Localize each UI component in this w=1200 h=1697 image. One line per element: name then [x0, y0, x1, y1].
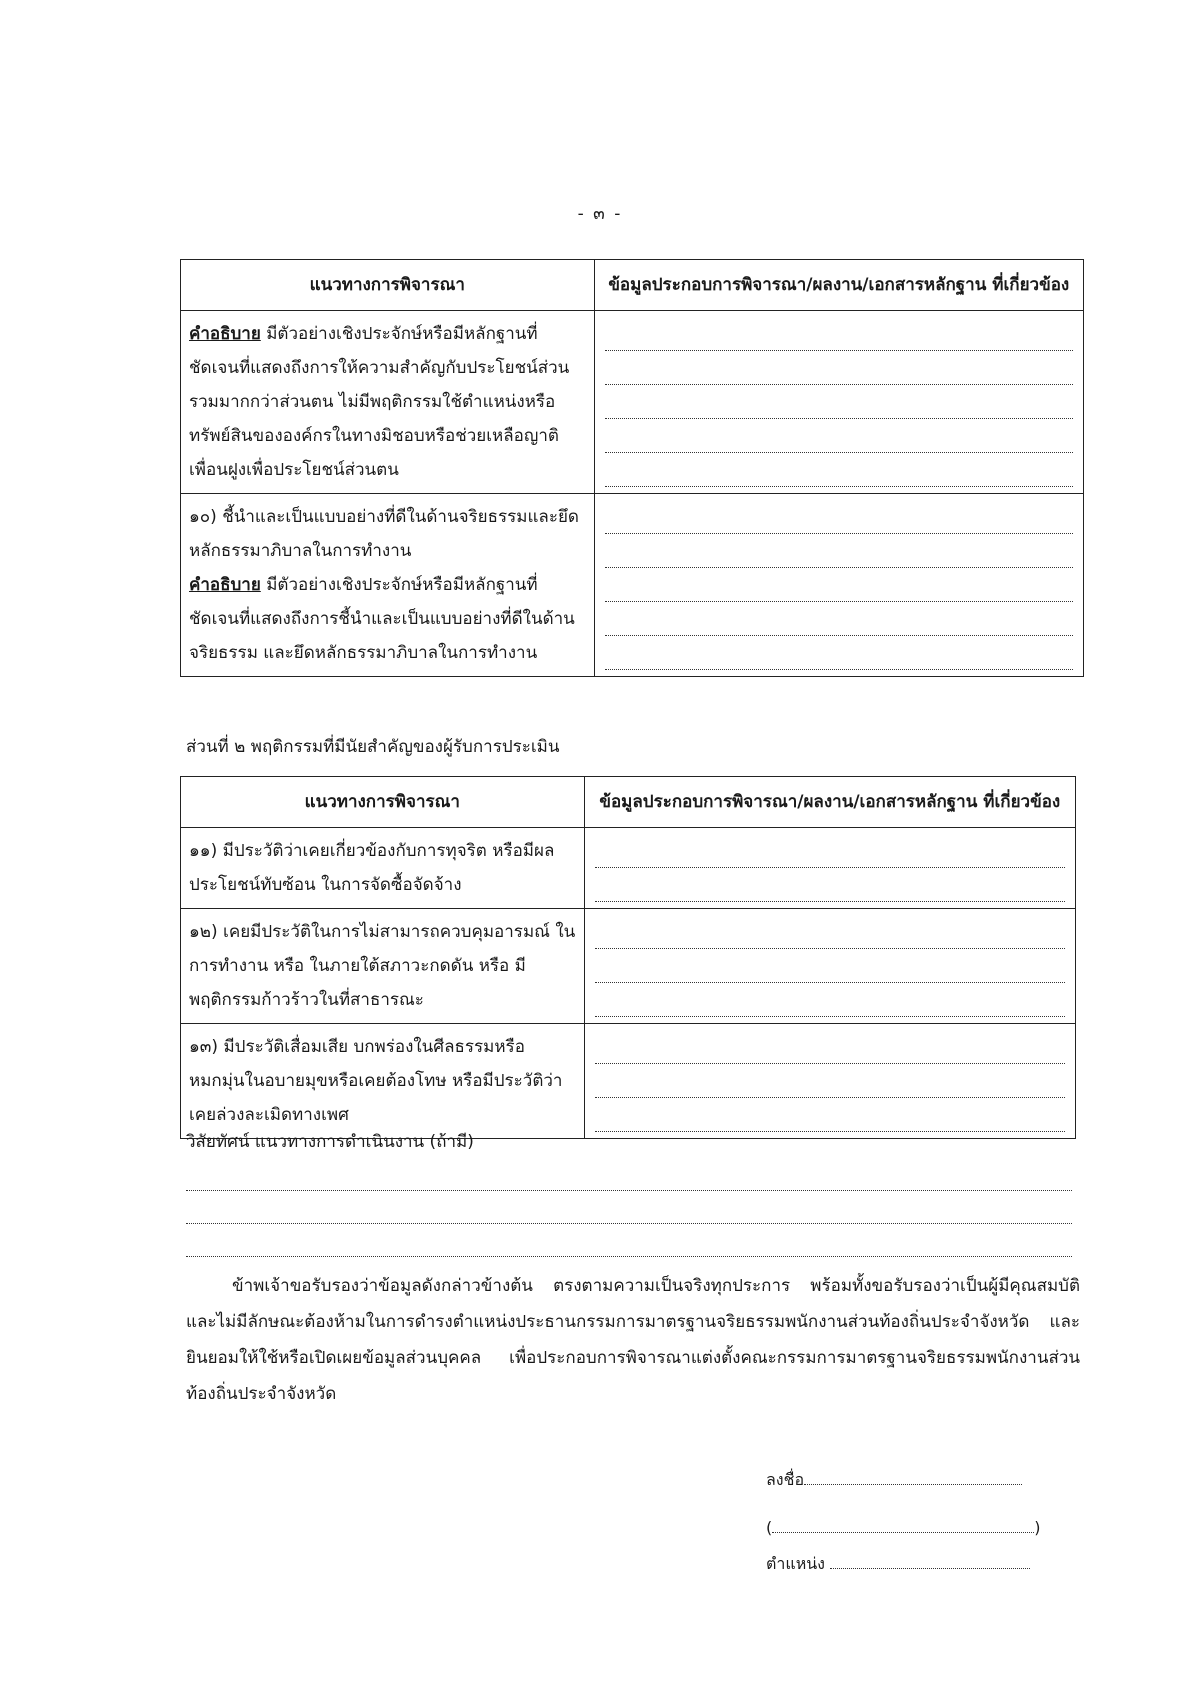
evidence-line[interactable] [595, 868, 1065, 902]
certification-paragraph [186, 1268, 1080, 1412]
vision-line[interactable] [186, 1224, 1072, 1257]
evidence-line[interactable] [605, 602, 1073, 636]
evidence-line[interactable] [605, 419, 1073, 453]
table-row [181, 311, 1084, 494]
evidence-line[interactable] [595, 834, 1065, 868]
table-header-row [181, 260, 1084, 311]
signature-field[interactable] [804, 1466, 1022, 1485]
evidence-cell[interactable] [584, 828, 1075, 909]
page-number: - ๓ - [577, 204, 623, 224]
name-field[interactable] [772, 1514, 1034, 1533]
position-field[interactable] [830, 1550, 1030, 1569]
table-row [181, 909, 1076, 1024]
table-row [181, 1024, 1076, 1139]
evidence-line[interactable] [595, 1098, 1065, 1132]
evidence-cell[interactable] [594, 494, 1083, 677]
header-evidence: ข้อมูลประกอบการพิจารณา/ผลงาน/เอกสารหลักฐาน ที่เกี่ยวข้อง [594, 260, 1083, 311]
evidence-line[interactable] [595, 983, 1065, 1017]
evidence-line[interactable] [605, 568, 1073, 602]
evidence-line[interactable] [605, 636, 1073, 670]
evidence-line[interactable] [595, 915, 1065, 949]
evidence-line[interactable] [595, 1064, 1065, 1098]
evidence-line[interactable] [605, 317, 1073, 351]
criteria-table-part2 [180, 776, 1076, 1139]
evidence-line[interactable] [595, 1030, 1065, 1064]
evidence-line[interactable] [605, 453, 1073, 487]
vision-line[interactable] [186, 1191, 1072, 1224]
evidence-cell[interactable] [584, 1024, 1075, 1139]
vision-fill-area[interactable] [186, 1158, 1072, 1257]
criteria-text: มีตัวอย่างเชิงประจักษ์หรือมีหลักฐานที่ชัดเจนที่แสดงถึงการชี้นำและเป็นแบบอย่างที่ดีในด้านจริยธรรม และยึดหลักธรรมาภิบาลในการทำงาน [189, 575, 575, 663]
table-row [181, 494, 1084, 677]
table-row [181, 828, 1076, 909]
header-evidence: ข้อมูลประกอบการพิจารณา/ผลงาน/เอกสารหลักฐาน ที่เกี่ยวข้อง [584, 777, 1075, 828]
criteria-table-part1 [180, 259, 1084, 677]
certification-text: ข้าพเจ้าขอรับรองว่าข้อมูลดังกล่าวข้างต้น ตรงตามความเป็นจริงทุกประการ พร้อมทั้งขอรับรองว่าเป็นผู้มีคุณสมบัติและไม่มีลักษณะต้องห้ามในการดำรงตำแหน่งประธานกรรมการมาตรฐานจริยธรรมพนักงานส่วนท้องถิ่นประจำจังหวัด และยินยอมให้ใช้หรือเปิดเผยข้อมูลส่วนบุคคล เพื่อประกอบการพิจารณาแต่งตั้งคณะกรรมการมาตรฐานจริยธรรมพนักงานส่วนท้องถิ่นประจำจังหวัด [186, 1276, 1080, 1404]
criteria-cell: ๑๒) เคยมีประวัติในการไม่สามารถควบคุมอารมณ์ ในการทำงาน หรือ ในภายใต้สภาวะกดดัน หรือ มีพฤติกรรมก้าวร้าวในที่สาธารณะ [181, 909, 585, 1024]
header-criteria: แนวทางการพิจารณา [181, 777, 585, 828]
sign-label: ลงชื่อ [766, 1470, 805, 1489]
criteria-cell [181, 494, 595, 677]
evidence-line[interactable] [605, 351, 1073, 385]
vision-label: วิสัยทัศน์ แนวทางการดำเนินงาน (ถ้ามี) [186, 1132, 474, 1152]
criteria-cell: ๑๓) มีประวัติเสื่อมเสีย บกพร่องในศีลธรรมหรือหมกมุ่นในอบายมุขหรือเคยต้องโทษ หรือมีประวัติว่าเคยล่วงละเมิดทางเพศ [181, 1024, 585, 1139]
evidence-line[interactable] [605, 534, 1073, 568]
position-line [766, 1550, 1030, 1577]
criteria-cell: ๑๑) มีประวัติว่าเคยเกี่ยวข้องกับการทุจริต หรือมีผลประโยชน์ทับซ้อน ในการจัดซื้อจัดจ้าง [181, 828, 585, 909]
signature-line [766, 1466, 1022, 1493]
evidence-line[interactable] [605, 500, 1073, 534]
explanation-label: คำอธิบาย [189, 575, 261, 595]
name-line [766, 1514, 1041, 1537]
section-2-title: ส่วนที่ ๒ พฤติกรรมที่มีนัยสำคัญของผู้รับการประเมิน [186, 737, 560, 757]
criteria-text: มีตัวอย่างเชิงประจักษ์หรือมีหลักฐานที่ชัดเจนที่แสดงถึงการให้ความสำคัญกับประโยชน์ส่วนรวมมากกว่าส่วนตน ไม่มีพฤติกรรมใช้ตำแหน่งหรือทรัพย์สินขององค์กรในทางมิชอบหรือช่วยเหลือญาติเพื่อนฝูงเพื่อประโยชน์ส่วนตน [189, 324, 570, 480]
criteria-cell [181, 311, 595, 494]
explanation-label: คำอธิบาย [189, 324, 261, 344]
table-header-row [181, 777, 1076, 828]
criteria-title: ๑๐) ชี้นำและเป็นแบบอย่างที่ดีในด้านจริยธรรมและยึดหลักธรรมาภิบาลในการทำงาน [189, 507, 579, 561]
name-close-paren: ) [1034, 1518, 1041, 1537]
name-open-paren: ( [766, 1518, 773, 1537]
header-criteria: แนวทางการพิจารณา [181, 260, 595, 311]
position-label: ตำแหน่ง [766, 1554, 825, 1573]
evidence-line[interactable] [605, 385, 1073, 419]
evidence-cell[interactable] [594, 311, 1083, 494]
vision-line[interactable] [186, 1158, 1072, 1191]
evidence-cell[interactable] [584, 909, 1075, 1024]
evidence-line[interactable] [595, 949, 1065, 983]
